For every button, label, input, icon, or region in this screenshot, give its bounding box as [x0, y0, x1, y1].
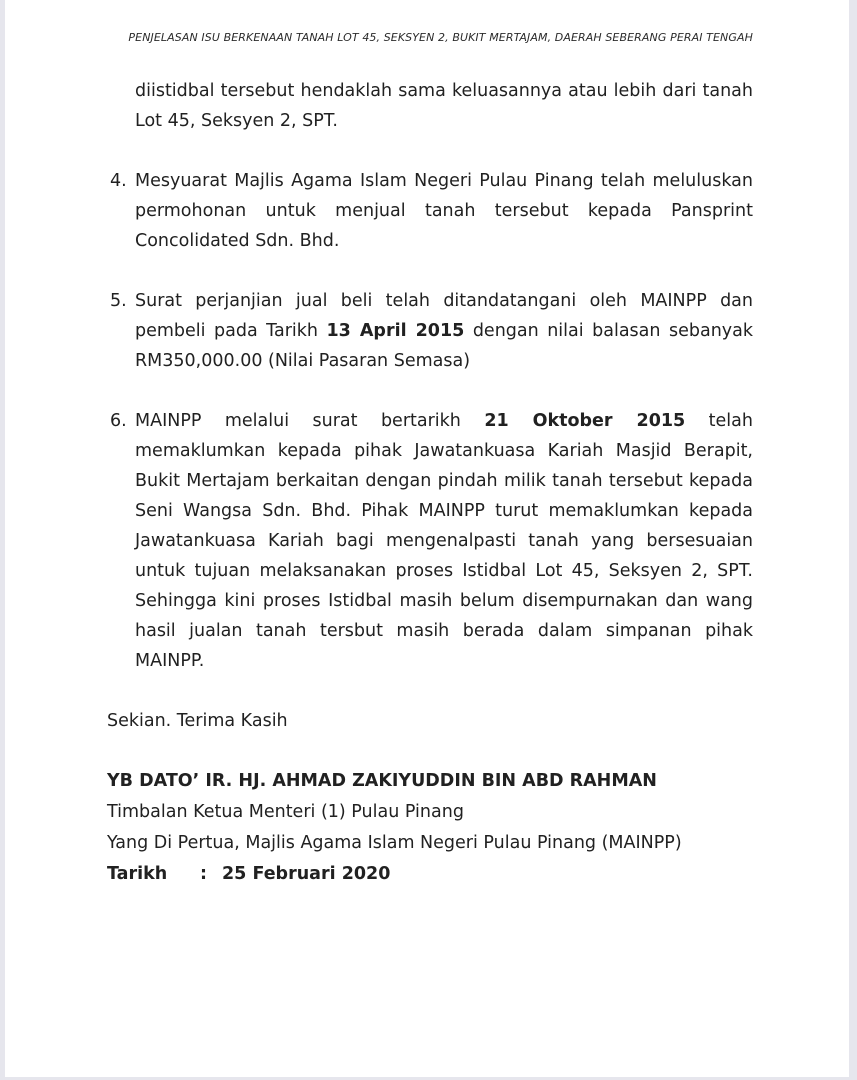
list-item-number: 4. [110, 171, 127, 191]
date-value: 25 Februari 2020 [222, 864, 391, 884]
document-body [107, 30, 753, 890]
list-item-text: Surat perjanjian jual beli telah ditandatangani oleh MAINPP dan pembeli pada Tarikh 13 April 2015 dengan nilai balasan sebanyak RM350,000.00 (Nilai Pasaran Semasa) [135, 291, 753, 371]
paper-sheet [5, 0, 849, 1077]
signature-block [107, 766, 753, 890]
date-label: Tarikh [107, 864, 168, 884]
running-header: PENJELASAN ISU BERKENAAN TANAH LOT 45, SEKSYEN 2, BUKIT MERTAJAM, DAERAH SEBERANG PERAI TENGAH [128, 31, 753, 44]
list-item-text: Mesyuarat Majlis Agama Islam Negeri Pulau Pinang telah meluluskan permohonan untuk menjual tanah tersebut kepada Pansprint Concolidated Sdn. Bhd. [135, 171, 753, 251]
signatory-title-1: Timbalan Ketua Menteri (1) Pulau Pinang [107, 802, 464, 822]
continuation-paragraph: diistidbal tersebut hendaklah sama keluasannya atau lebih dari tanah Lot 45, Seksyen 2, SPT. [135, 81, 753, 131]
date-colon: : [200, 864, 207, 884]
date-line [107, 859, 753, 890]
list-item-number: 6. [110, 411, 127, 431]
list-item [107, 286, 753, 376]
list-item [107, 166, 753, 256]
list-item-text: MAINPP melalui surat bertarikh 21 Oktober 2015 telah memaklumkan kepada pihak Jawatankuasa Kariah Masjid Berapit, Bukit Mertajam berkaitan dengan pindah milik tanah tersebut kepada Seni Wangsa Sdn. Bhd. Pihak MAINPP turut memaklumkan kepada Jawatankuasa Kariah bagi mengenalpasti tanah yang bersesuaian untuk tujuan melaksanakan proses Istidbal Lot 45, Seksyen 2, SPT. Sehingga kini proses Istidbal masih belum disempurnakan dan wang hasil jualan tanah tersbut masih berada dalam simpanan pihak MAINPP. [135, 411, 753, 671]
signatory-title-2: Yang Di Pertua, Majlis Agama Islam Negeri Pulau Pinang (MAINPP) [107, 833, 682, 853]
closing-line: Sekian. Terima Kasih [107, 711, 288, 731]
signatory-name: YB DATO’ IR. HJ. AHMAD ZAKIYUDDIN BIN ABD RAHMAN [107, 771, 657, 791]
list-item [107, 406, 753, 676]
list-item-number: 5. [110, 291, 127, 311]
